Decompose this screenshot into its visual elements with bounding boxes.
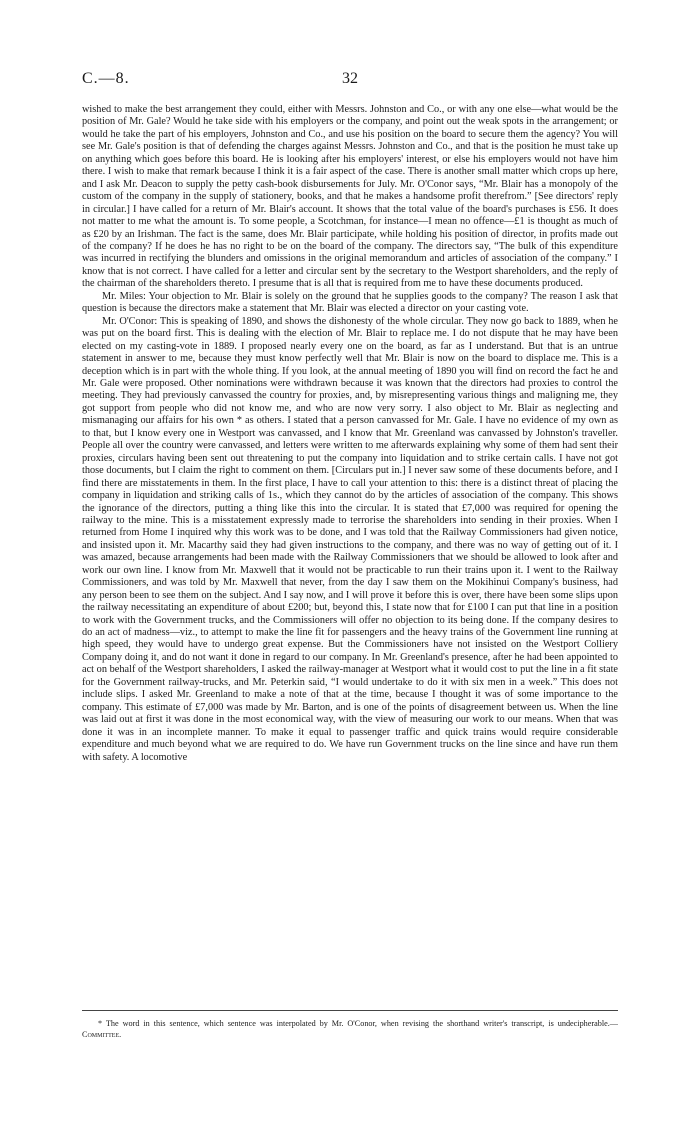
paragraph: Mr. O'Conor: This is speaking of 1890, and shows the dishonesty of the whole circular. They now go back to 1889, when he was put on the board first. This is dealing with the election of Mr. Blair to replace me. I do not dispute that he may have been elected on my casting-vote in 1889. I proposed nearly every one on the board, as far as I understand. But that is an untrue statement in answer to me, because they must know perfectly well that Mr. Blair is now on the board to displace me. This is a deception which is in part with the whole thing. If you look, at the annual meeting of 1890 you will find on record the fact he and Mr. Gale were proposed. Other nominations were withdrawn because it was known that the directors had proxies to control the meeting. They had previously canvassed the country for proxies, and, by misrepresenting various things and maligning me, they got support from people who did not know me, and who are now very sorry. I also object to Mr. Blair as neglecting and mismanaging our affairs for his own * as others. I stated that a person canvassed for Mr. Gale. I have no evidence of my own as to that, but I know every one in Westport was canvassed, and I know that Mr. Greenland was canvassed by Johnston's traveller. People all over the country were canvassed, and letters were written to me afterwards explaining why some of them had sent their proxies, circulars having been sent out threatening to put the company into liquidation and to strike certain calls. I have not got those documents, but I claim the right to comment on them. [Circulars put in.] I never saw some of these documents before, and I find there are misstatements in them. In the first place, I have to call your attention to this: there is a distinct threat of placing the company in liquidation and striking calls of 1s., which they cannot do by the articles of association of the company. This shows the ignorance of the directors, putting a thing like this into the circular. It is stated that £7,000 was required for opening the railway to the mine. This is a misstatement expressly made to terrorise the shareholders into sending in their proxies. When I returned from Home I inquired why this work was to be done, and I was told that the Railway Commissioners had given notice, and insisted upon it. Mr. Macarthy said they had given instructions to the company, and there was no way of getting out of it. I was amazed, because arrangements had been made with the Railway Commissioners that we should be allowed to look after and work our own line. I know from Mr. Maxwell that it would not be practicable to run their trains upon it. I went to the Railway Commissioners, and was told by Mr. Maxwell that never, from the day I saw them on the Mokihinui Company's business, had any person been to see them on the subject. And I say now, and I will prove it before this is over, there have been some slips upon the railway necessitating an expenditure of about £200; but, beyond this, I state now that for £100 I can put that line in a position to work with the Government trucks, and the Commissioners will offer no objection to its being done. If the company desires to do an act of madness—viz., to attempt to make the line fit for passengers and the heavy trains of the Government line running at high speed, they would have to undergo great expense. But the Commissioners have not insisted on the Westport Colliery Company doing it, and do not want it done in regard to our company. In Mr. Greenland's presence, after he had been appointed to act on behalf of the Westport shareholders, I asked the railway-manager at Westport what it would cost to put the line in a fit state for the Government railway-trucks, and Mr. Peterkin said, “I would undertake to do it with six men in a week.” This does not include slips. I asked Mr. Greenland to make a note of that at the time, because I thought it was of some importance to the company. This estimate of £7,000 was made by Mr. Barton, and is one of the points of disagreement between us. When the line was laid out at first it was done in the most economical way, with the view of measuring our work to our means. When that was done it was in an incomplete manner. To make it equal to passenger traffic and quick trains would require considerable expenditure and much beyond what we are required to do. We have run Government trucks on the line since and have run them with safety. A locomotive bbox=[82, 315, 618, 763]
paragraph: wished to make the best arrangement they could, either with Messrs. Johnston and Co., or with any one else—what would be the position of Mr. Gale? Would he take side with his employers or the company, and point out the weak spots in the arrangement; or would he take the part of his employers, Johnston and Co., and use his position on the board to secure them the agency? You will see Mr. Gale's position is that of defending the charges against Messrs. Johnston and Co., and that is the position he must take up on anything which goes before this board. He is looking after his employers' interest, or else his employers would not have him there. I wish to make that remark because I think it is a fair aspect of the case. There is another small matter which crops up here, and I ask Mr. Deacon to supply the petty cash-book disbursements for July. Mr. O'Conor says, “Mr. Blair has a monopoly of the custom of the company in the supply of stationery, books, and that he makes a handsome profit therefrom.” [See directors' reply in circular.] I have called for a return of Mr. Blair's account. It shows that the total value of the board's purchases is £56. It does not matter to me what the amount is. To some people, a Scotchman, for instance—I mean no offence—£1 is thought as much of as £20 by an Irishman. The fact is the same, does Mr. Blair participate, while holding his position of director, in profits made out of the company? If he does he has no right to be on the board of the company. The directors say, “The bulk of this expenditure was incurred in rectifying the blunders and omissions in the original memorandum and articles of association of the company.” I know that is not correct. I have called for a letter and circular sent by the secretary to the Westport shareholders, and the reply of the chairman of the shareholders thereto. I presume that is all that is required from me to have these documents produced. bbox=[82, 104, 618, 290]
footnote bbox=[82, 1018, 618, 1040]
footnote-text: * The word in this sentence, which sentence was interpolated by Mr. O'Conor, when revising the shorthand writer's transcript, is undecipherable.— bbox=[98, 1019, 618, 1028]
footnote-divider bbox=[82, 1010, 618, 1011]
paragraph: Mr. Miles: Your objection to Mr. Blair is solely on the ground that he supplies goods to the company? The reason I ask that question is because the directors make a statement that Mr. Blair was elected a director on your casting vote. bbox=[82, 290, 618, 315]
footnote-signature: Committee. bbox=[82, 1030, 122, 1039]
page-header bbox=[82, 70, 618, 90]
page-number: 32 bbox=[342, 70, 358, 87]
series-reference: C.—8. bbox=[82, 70, 130, 87]
body-text bbox=[82, 104, 618, 764]
